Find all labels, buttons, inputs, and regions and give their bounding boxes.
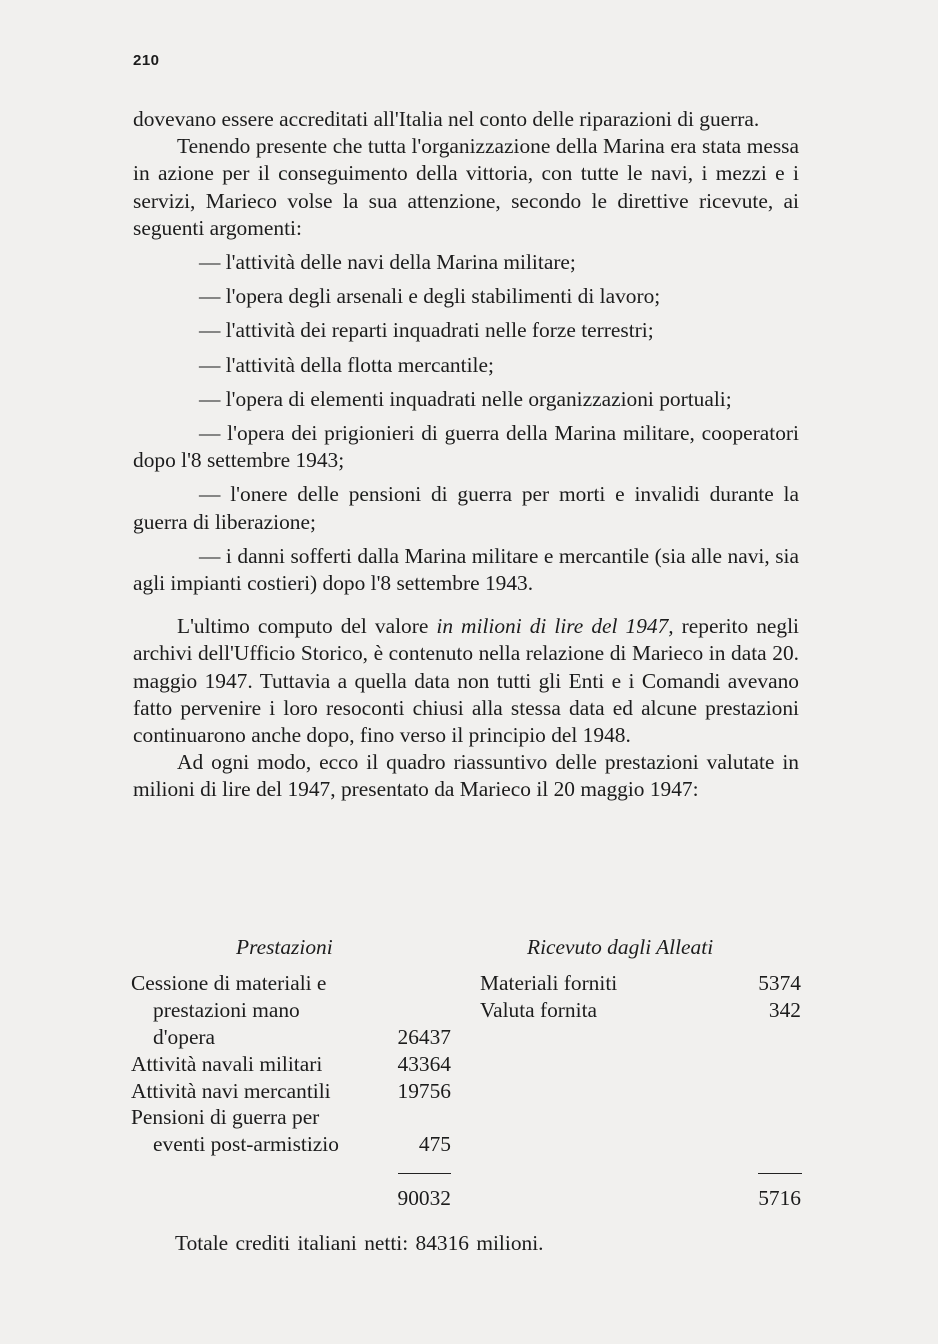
page-number: 210 [133,52,160,69]
paragraph-3-emphasis: in milioni di lire del 1947, [436,614,674,639]
right-row-value: 342 [768,998,801,1022]
right-total-value: 5716 [758,1186,801,1210]
row-value: 475 [418,1132,451,1156]
right-total-rule [758,1173,802,1174]
left-total-value: 90032 [397,1186,451,1210]
row-label: eventi post-armistizio [153,1132,339,1156]
list-item: — l'attività dei reparti inquadrati nelle forze terrestri; [199,318,654,343]
row-label: prestazioni mano [153,998,300,1022]
list-item: — l'onere delle pensioni di guerra per morti e invalidi durante la guerra di liberazione; [133,482,799,534]
paragraph-4: Ad ogni modo, ecco il quadro riassuntivo delle prestazioni valutate in milioni di lire del 1947, presentato da Marieco il 20 maggio 1947: [133,750,799,802]
row-value: 26437 [397,1025,451,1049]
list-item: — l'attività delle navi della Marina militare; [199,250,576,275]
row-label: Attività navali militari [131,1052,323,1076]
list-item: — l'opera dei prigionieri di guerra della Marina militare, cooperatori dopo l'8 settembre 1943; [133,421,799,473]
list-item: — l'opera di elementi inquadrati nelle organizzazioni portuali; [199,386,732,411]
paragraph-1: dovevano essere accreditati all'Italia nel conto delle riparazioni di guerra. [133,107,760,131]
right-row-value: 5374 [758,971,801,995]
row-label: d'opera [153,1025,216,1049]
row-label: Cessione di materiali e [131,971,327,995]
net-credit-total: Totale crediti italiani netti: 84316 milioni. [175,1231,544,1255]
row-label: Attività navi mercantili [131,1079,331,1103]
paragraph-3-start: L'ultimo computo del valore [177,614,437,639]
right-row-label: Valuta fornita [480,998,598,1022]
row-value: 43364 [397,1052,451,1076]
row-value: 19756 [397,1079,451,1103]
row-label: Pensioni di guerra per [131,1105,320,1129]
list-item: — l'opera degli arsenali e degli stabilimenti di lavoro; [199,284,661,309]
list-item: — i danni sofferti dalla Marina militare e mercantile (sia alle navi, sia agli impianti costieri) dopo l'8 settembre 1943. [133,543,799,596]
right-column-header: Ricevuto dagli Alleati [527,935,714,959]
paragraph-2: Tenendo presente che tutta l'organizzazione della Marina era stata messa in azione per il conseguimento della vittoria, con tutte le navi, i mezzi e i servizi, Marieco volse la sua attenzione, secondo le direttive ricevute, ai seguenti argomenti: [133,134,799,240]
list-item: — l'attività della flotta mercantile; [199,352,494,377]
left-total-rule [398,1173,451,1174]
right-row-label: Materiali forniti [480,971,618,995]
left-column-header: Prestazioni [236,935,333,959]
paragraph-3-end: reperito negli archivi dell'Ufficio Storico, è contenuto nella relazione di Marieco in data 20. maggio 1947. Tuttavia a quella data non tutti gli Enti e i Comandi avevano fatto pervenire i loro resoconti chiusi alla stessa data ed alcune prestazioni continuarono anche dopo, fino verso il principio del 1948. [133,614,799,748]
